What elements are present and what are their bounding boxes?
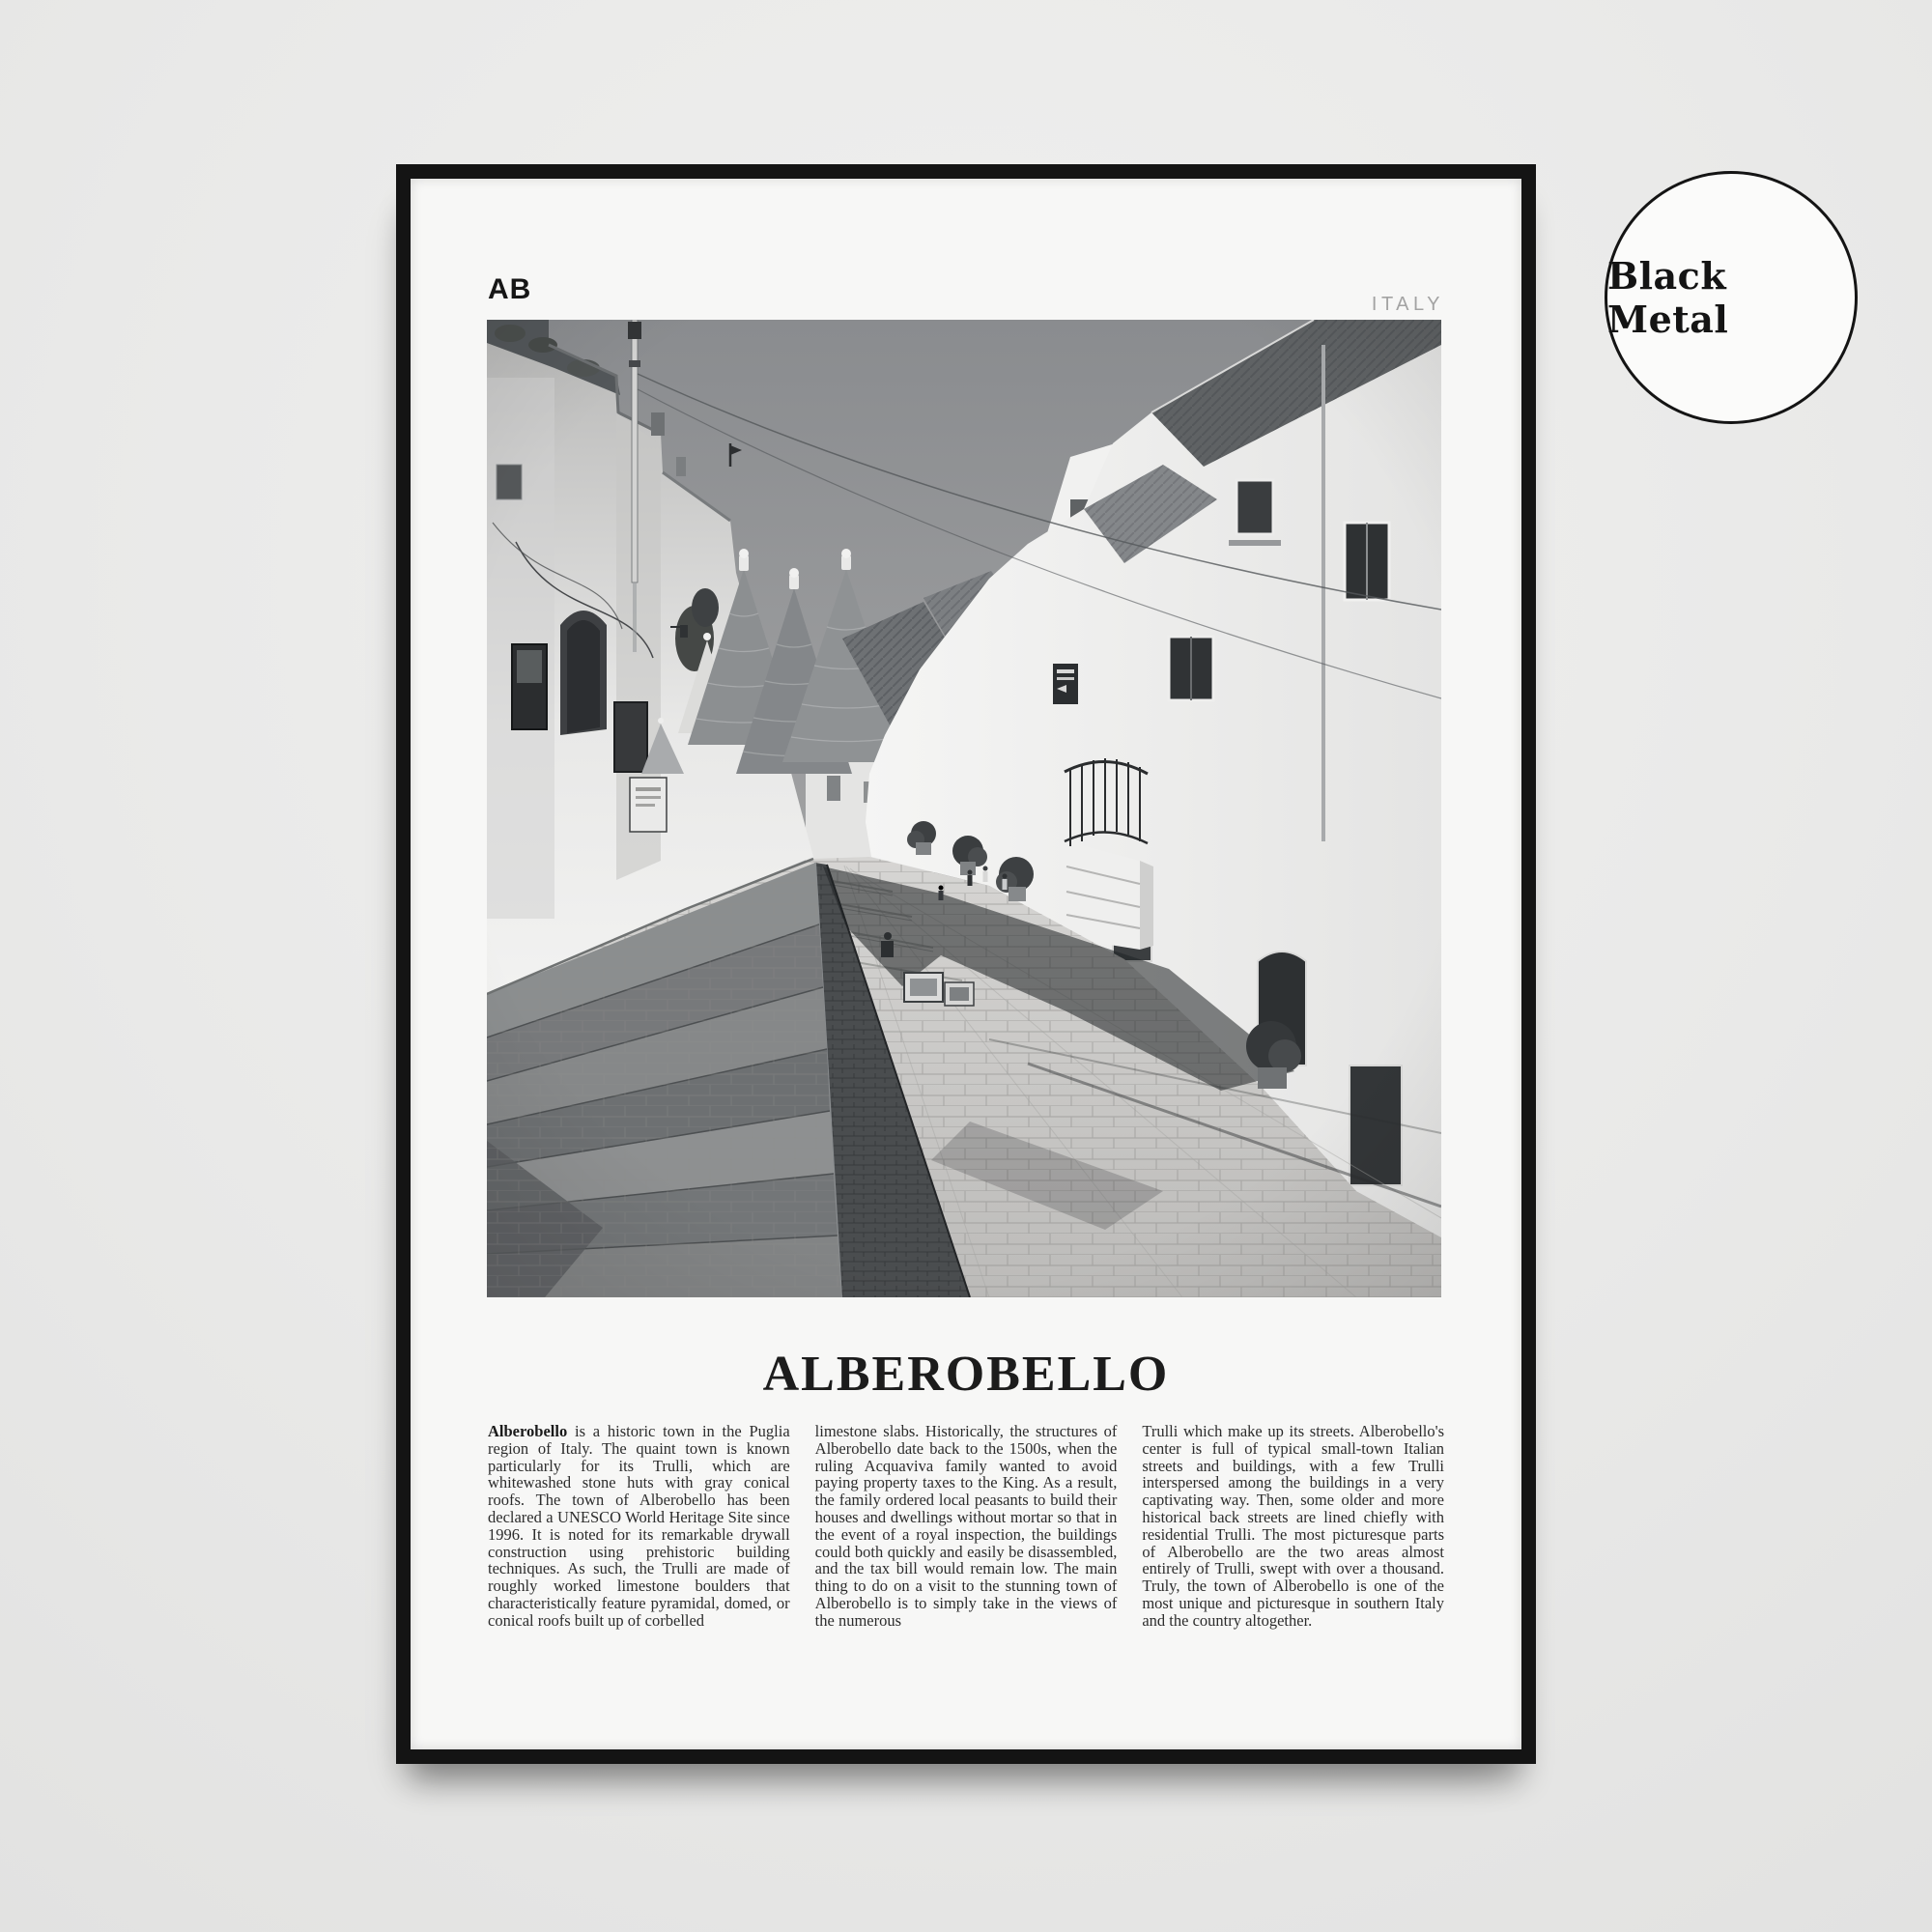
lead-word: Alberobello — [488, 1423, 568, 1440]
country-label: ITALY — [1371, 294, 1444, 315]
body-column-3: Trulli which make up its streets. Alberobello's center is full of typical small-town Italian streets and buildings, with a few Trulli interspersed among the buildings in a very captivating way. Then, some older and more historical back streets are lined chiefly with residential Trulli. The most picturesque parts of Alberobello are the two areas almost entirely of Trulli, swept with over a thousand. Truly, the town of Alberobello is one of the most unique and picturesque in southern Italy and the country altogether. — [1142, 1423, 1444, 1630]
street-photo-svg — [487, 320, 1441, 1297]
body-column-1: Alberobello is a historic town in the Puglia region of Italy. The quaint town is known particularly for its Trulli, which are whitewashed stone huts with gray conical roofs. The town of Alberobello has been declared a UNESCO World Heritage Site since 1996. It is noted for its remarkable drywall construction using prehistoric building techniques. As such, the Trulli are made of roughly worked limestone boulders that characteristically feature pyramidal, domed, or conical roofs built up of corbelled — [488, 1423, 790, 1630]
photo-vignette — [487, 320, 1441, 1297]
poster-title: ALBEROBELLO — [762, 1347, 1170, 1402]
body-text — [488, 1423, 1444, 1653]
poster-paper — [411, 179, 1521, 1749]
poster-initials: AB — [488, 273, 532, 305]
poster-frame — [396, 164, 1536, 1764]
frame-material-badge — [1605, 171, 1858, 424]
badge-label: Black Metal — [1607, 254, 1729, 341]
body-column-2: limestone slabs. Historically, the structures of Alberobello date back to the 1500s, when the ruling Acquaviva family wanted to avoid paying property taxes to the King. As a result, the family ordered local peasants to build their houses and dwellings without mortar so that in the event of a royal inspection, the buildings could both quickly and easily be disassembled, and the tax bill would remain low. The main thing to do on a visit to the stunning town of Alberobello is to simply take in the views of the numerous — [814, 1423, 1118, 1630]
alberobello-street-photo — [487, 320, 1441, 1297]
